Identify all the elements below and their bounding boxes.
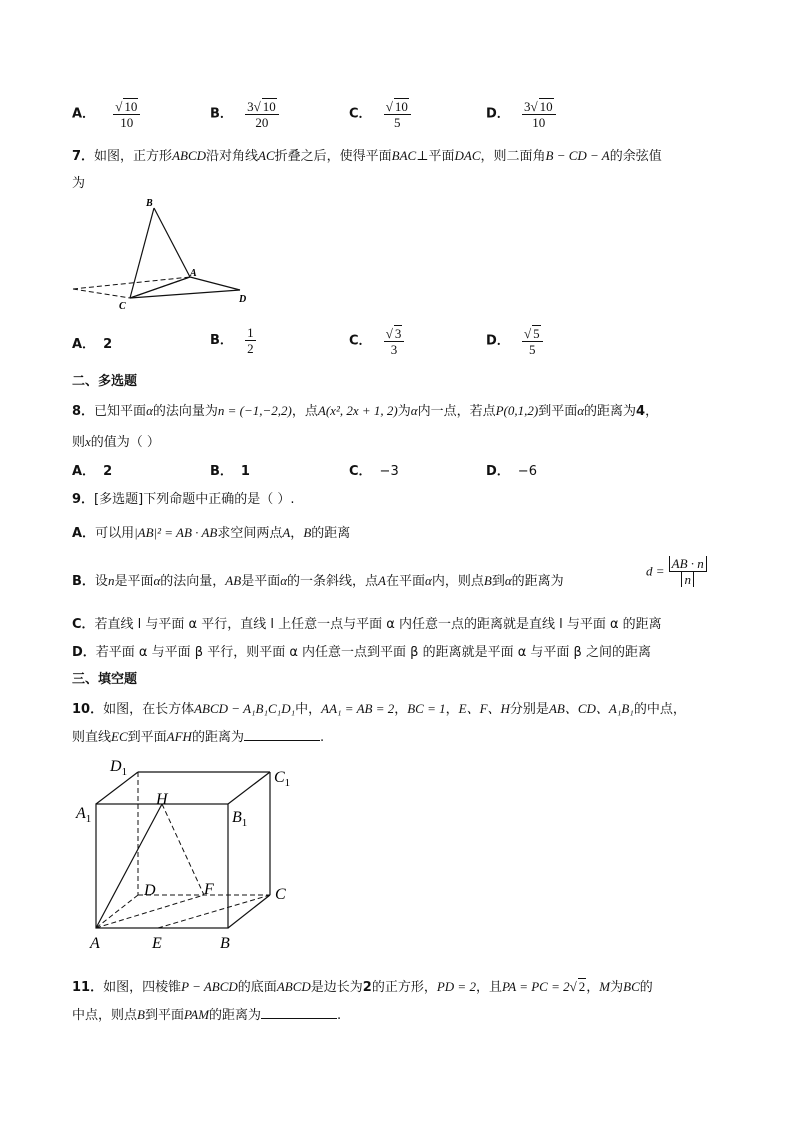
q7-option-a[interactable]: A． 2 <box>72 337 113 352</box>
edge-da <box>96 895 138 928</box>
q9-option-c[interactable]: C．若直线 l 与平面 α 平行，直线 l 上任意一点与平面 α 内任意一点的距离就是直线 l 与平面 α 的距离 <box>72 617 662 632</box>
q8-stem-line1: 8．已知平面α的法向量为n = (−1,−2,2)，点A(x², 2x + 1, 2)为α内一点，若点P(0,1,2)到平面α的距离为4， <box>72 403 659 419</box>
q6-option-a[interactable]: A． $\frac{√ 10}{10}$ <box>72 98 140 130</box>
edge-ad <box>190 277 240 290</box>
q10-stem-line1: 10．如图，在长方体ABCD − A₁B₁C₁D₁中，AA₁ = AB = 2，BC = 1，E、F、H分别是AB、CD、A₁B₁的中点， <box>72 701 686 717</box>
label-f: F <box>204 881 214 898</box>
edge-ah <box>96 804 162 928</box>
edge-ec <box>158 895 270 928</box>
label-c: C <box>275 886 286 903</box>
label-d: D <box>144 882 156 899</box>
q9-stem: 9．[多选题]下列命题中正确的是（ ）. <box>72 492 295 507</box>
option-letter: A． <box>72 106 96 122</box>
edge-bc <box>228 895 270 928</box>
q8-option-c[interactable]: C． −3 <box>349 464 399 479</box>
q9-option-d[interactable]: D．若平面 α 与平面 β 平行，则平面 α 内任意一点到平面 β 的距离就是平面 α 与平面 β 之间的距离 <box>72 645 651 660</box>
q9-option-a[interactable]: A．可以用|AB|² = AB · AB求空间两点A，B的距离 <box>72 525 351 541</box>
label-b: B <box>146 198 153 209</box>
q7-option-d[interactable]: D． $\frac{√ 5}{5}$ <box>486 325 543 357</box>
edge-hf <box>162 804 204 895</box>
section-heading-fill-blank: 三、填空题 <box>72 672 138 687</box>
front-face <box>96 804 228 928</box>
fold-dashed-1 <box>73 289 130 298</box>
q6-option-b[interactable]: B． $\frac{3√ 10}{20}$ <box>210 98 279 130</box>
edge-cd <box>130 290 240 298</box>
q10-cuboid-figure <box>70 752 300 957</box>
q11-stem-line2: 中点，则点B到平面PAM的距离为 . <box>72 1007 342 1023</box>
q9-b-distance-formula: d = $\frac{AB \cdot n}{n}$ <box>646 556 707 587</box>
q7-option-b[interactable]: B． $\frac{1}{2}$ <box>210 325 254 356</box>
label-c1: $C_1$ <box>274 769 291 789</box>
q10-stem-line2: 则直线EC到平面AFH的距离为 . <box>72 729 325 745</box>
q7-figure <box>68 192 258 317</box>
q8-option-d[interactable]: D． −6 <box>486 464 537 479</box>
edge-a1d1 <box>96 772 138 804</box>
option-letter: D． <box>486 106 510 122</box>
label-b1: $B_1$ <box>232 809 248 829</box>
q7-option-c[interactable]: C． $\frac{√ 3}{3}$ <box>349 325 404 357</box>
q8-option-b[interactable]: B． 1 <box>210 464 250 479</box>
q8-option-a[interactable]: A． 2 <box>72 464 113 479</box>
label-a: A <box>90 935 100 952</box>
label-e: E <box>152 935 162 952</box>
edge-af <box>96 895 204 928</box>
q7-stem-line1: 7．如图，正方形ABCD沿对角线AC折叠之后，使得平面BAC⊥平面DAC，则二面角B − CD − A的余弦值 <box>72 148 662 164</box>
answer-blank[interactable] <box>261 1018 337 1019</box>
q6-option-d[interactable]: D． $\frac{3√ 10}{10}$ <box>486 98 556 130</box>
label-b: B <box>220 935 230 952</box>
q8-stem-line2: 则x的值为（ ） <box>72 434 160 450</box>
option-letter: C． <box>349 106 372 122</box>
edge-bc <box>130 208 154 298</box>
label-a: A <box>190 268 197 279</box>
q6-option-c[interactable]: C． $\frac{√ 10}{5}$ <box>349 98 411 130</box>
label-a1: $A_1$ <box>76 805 92 825</box>
answer-blank[interactable] <box>244 740 320 741</box>
label-d: D <box>239 294 247 305</box>
label-d1: $D_1$ <box>110 758 128 778</box>
q11-stem-line1: 11．如图，四棱锥P − ABCD的底面ABCD是边长为2的正方形，PD = 2，且PA = PC = 2√ 2，M为BC的 <box>72 979 653 995</box>
section-heading-multi-choice: 二、多选题 <box>72 374 138 389</box>
edge-ba <box>154 208 190 277</box>
q7-stem-line2: 为 <box>72 176 86 191</box>
label-c: C <box>119 301 126 312</box>
edge-b1c1 <box>228 772 270 804</box>
option-letter: B． <box>210 106 233 122</box>
label-h: H <box>156 791 168 808</box>
q9-option-b[interactable]: B．设n是平面α的法向量，AB是平面α的一条斜线，点A在平面α内，则点B到α的距离为 <box>72 573 564 589</box>
